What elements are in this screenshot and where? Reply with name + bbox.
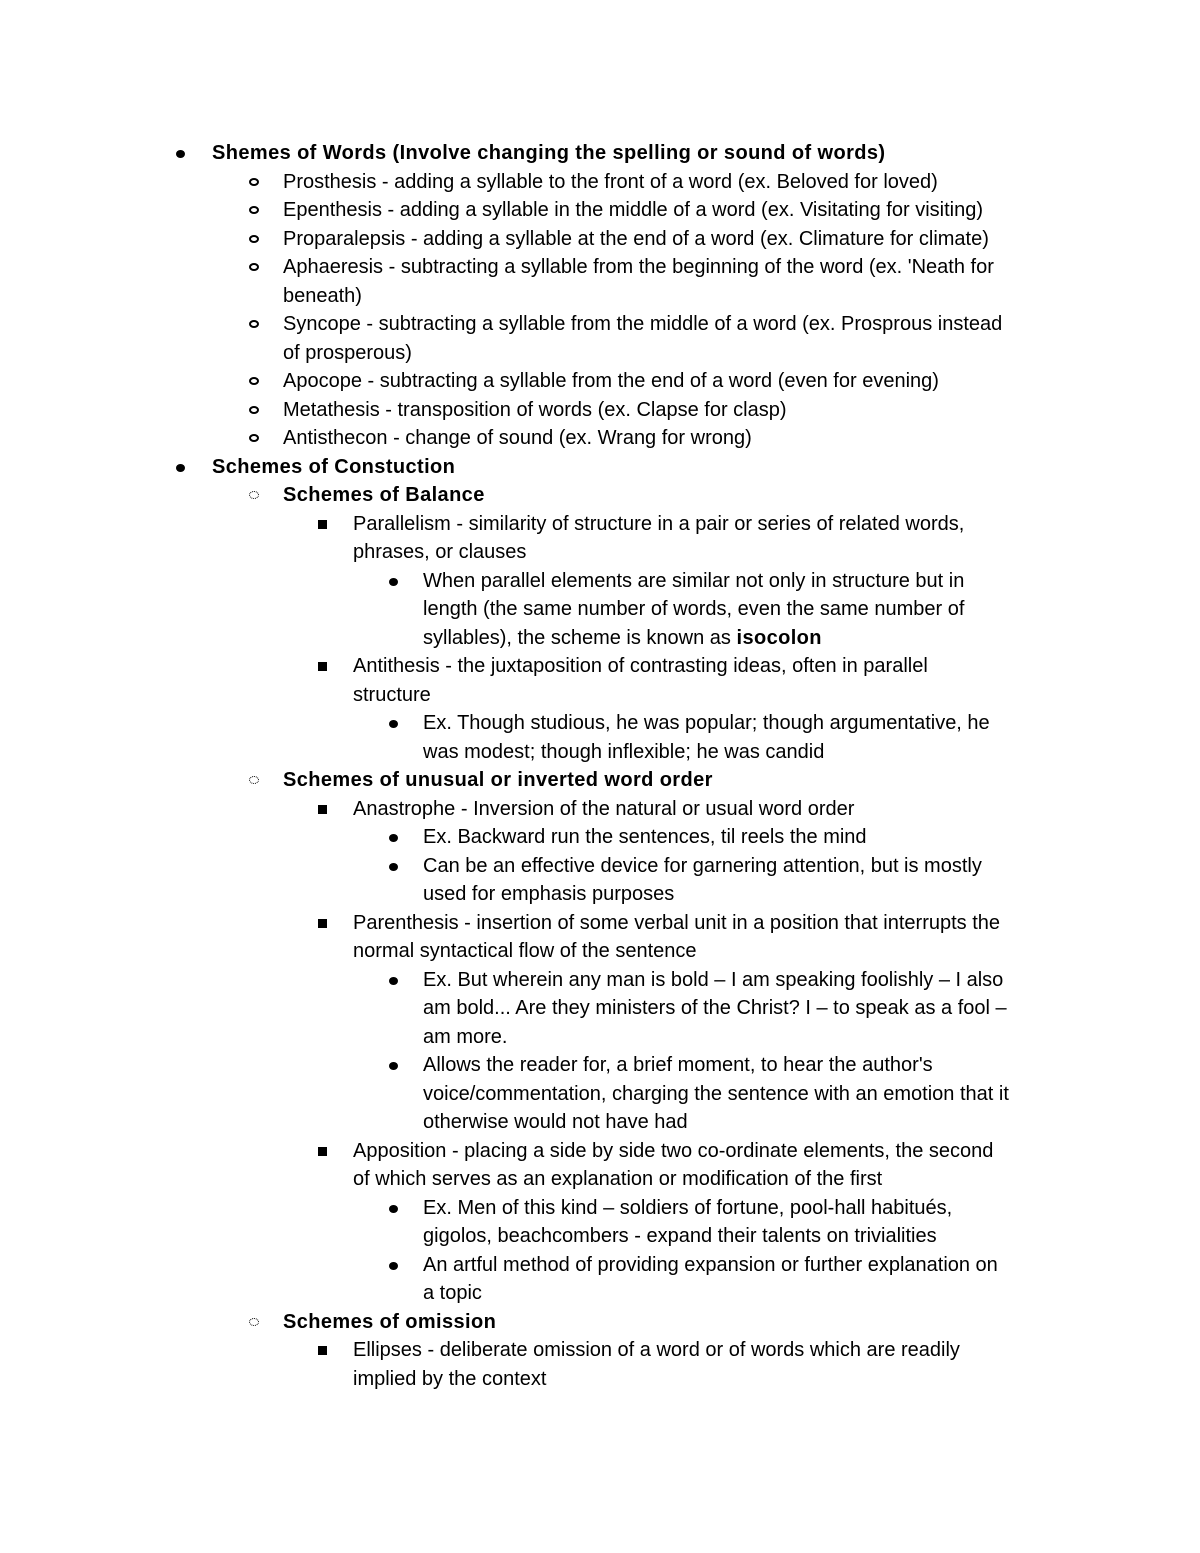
item-isocolon-cont: length (the same number of words, even the same number of	[423, 598, 965, 620]
bullet-disc-icon	[389, 834, 398, 842]
bullet-circle-icon	[249, 235, 259, 243]
item-isocolon: When parallel elements are similar not only in structure but in	[423, 569, 965, 592]
list-item	[0, 196, 1200, 225]
bullet-circle-icon	[249, 263, 259, 271]
bullet-square-icon	[318, 520, 327, 529]
item-parenthesis-note: Allows the reader for, a brief moment, to hear the author's	[423, 1054, 933, 1076]
item-parenthesis-note-cont: voice/commentation, charging the sentence with an emotion that it	[423, 1082, 1009, 1105]
list-item-continuation	[0, 1365, 1200, 1394]
bullet-disc-icon	[176, 464, 185, 472]
list-item-continuation	[0, 624, 1200, 653]
list-item	[0, 453, 1200, 482]
bullet-circle-icon	[249, 434, 259, 442]
list-item-continuation	[0, 1222, 1200, 1251]
list-item	[0, 1308, 1200, 1337]
list-item-continuation	[0, 937, 1200, 966]
list-item	[0, 766, 1200, 795]
item-parallelism: Parallelism - similarity of structure in a pair or series of related words,	[353, 512, 965, 535]
bullet-disc-icon	[389, 1062, 398, 1070]
list-item	[0, 424, 1200, 453]
document-page	[0, 139, 1200, 1393]
list-item	[0, 253, 1200, 282]
item-parallelism-cont: phrases, or clauses	[353, 541, 527, 563]
section-heading-schemes-of-words: Shemes of Words (Involve changing the spelling or sound of words)	[212, 142, 886, 164]
item-syncope-cont: of prosperous)	[283, 341, 412, 364]
item-prosthesis: Prosthesis - adding a syllable to the front of a word (ex. Beloved for loved)	[283, 170, 938, 193]
list-item	[0, 367, 1200, 396]
list-item	[0, 225, 1200, 254]
list-item	[0, 652, 1200, 681]
subheading-schemes-of-word-order: Schemes of unusual or inverted word order	[283, 769, 713, 791]
bullet-dotted-circle-icon	[249, 776, 259, 784]
isocolon-term: isocolon	[736, 626, 822, 649]
item-parenthesis-example: Ex. But wherein any man is bold – I am speaking foolishly – I also	[423, 968, 1004, 991]
item-parenthesis-example-cont: am more.	[423, 1025, 508, 1048]
item-anastrophe-note-cont: used for emphasis purposes	[423, 883, 675, 905]
item-proparalepsis: Proparalepsis - adding a syllable at the end of a word (ex. Climature for climate)	[283, 227, 989, 250]
list-item-continuation	[0, 1279, 1200, 1308]
item-ellipses-cont: implied by the context	[353, 1367, 547, 1390]
list-item	[0, 709, 1200, 738]
subheading-schemes-of-balance: Schemes of Balance	[283, 484, 485, 506]
item-antisthecon: Antisthecon - change of sound (ex. Wrang for wrong)	[283, 427, 752, 449]
list-item-continuation	[0, 681, 1200, 710]
list-item	[0, 1137, 1200, 1166]
list-item	[0, 1336, 1200, 1365]
bullet-circle-icon	[249, 377, 259, 385]
list-item-continuation	[0, 339, 1200, 368]
isocolon-text: syllables), the scheme is known as	[423, 626, 731, 649]
bullet-square-icon	[318, 805, 327, 814]
item-antithesis-example-cont: was modest; though inflexible; he was candid	[423, 740, 825, 763]
bullet-square-icon	[318, 919, 327, 928]
item-metathesis: Metathesis - transposition of words (ex. Clapse for clasp)	[283, 398, 787, 421]
section-heading-schemes-of-construction: Schemes of Constuction	[212, 455, 456, 478]
item-aphaeresis: Aphaeresis - subtracting a syllable from the beginning of the word (ex. 'Neath for	[283, 256, 994, 278]
list-item-continuation	[0, 994, 1200, 1023]
list-item	[0, 139, 1200, 168]
item-aphaeresis-cont: beneath)	[283, 284, 362, 307]
bullet-disc-icon	[389, 863, 398, 871]
list-item-continuation	[0, 1023, 1200, 1052]
list-item	[0, 966, 1200, 995]
item-parenthesis-note-cont: otherwise would not have had	[423, 1111, 688, 1133]
item-apposition: Apposition - placing a side by side two co-ordinate elements, the second	[353, 1139, 994, 1162]
list-item-continuation	[0, 1165, 1200, 1194]
list-item	[0, 909, 1200, 938]
list-item-continuation	[0, 595, 1200, 624]
list-item-continuation	[0, 282, 1200, 311]
list-item	[0, 567, 1200, 596]
item-parenthesis-cont: normal syntactical flow of the sentence	[353, 940, 697, 962]
item-syncope: Syncope - subtracting a syllable from the middle of a word (ex. Prosprous instead	[283, 313, 1003, 335]
list-item	[0, 823, 1200, 852]
list-item	[0, 795, 1200, 824]
bullet-disc-icon	[389, 720, 398, 728]
item-antithesis: Antithesis - the juxtaposition of contrasting ideas, often in parallel	[353, 655, 928, 677]
bullet-dotted-circle-icon	[249, 1318, 259, 1326]
item-apposition-cont: of which serves as an explanation or modification of the first	[353, 1168, 883, 1190]
bullet-disc-icon	[389, 578, 398, 586]
bullet-disc-icon	[389, 1205, 398, 1213]
list-item	[0, 852, 1200, 881]
bullet-disc-icon	[389, 977, 398, 985]
item-apposition-example-cont: gigolos, beachcombers - expand their talents on trivialities	[423, 1225, 937, 1247]
list-item-continuation	[0, 538, 1200, 567]
list-item	[0, 1251, 1200, 1280]
bullet-disc-icon	[389, 1262, 398, 1270]
bullet-circle-icon	[249, 320, 259, 328]
list-item-continuation	[0, 1108, 1200, 1137]
bullet-square-icon	[318, 1346, 327, 1355]
item-apposition-note: An artful method of providing expansion or further explanation on	[423, 1253, 998, 1276]
list-item-continuation	[0, 1080, 1200, 1109]
bullet-square-icon	[318, 1147, 327, 1156]
item-antithesis-cont: structure	[353, 683, 431, 706]
list-item-continuation	[0, 880, 1200, 909]
list-item	[0, 168, 1200, 197]
list-item-continuation	[0, 738, 1200, 767]
list-item	[0, 481, 1200, 510]
bullet-dotted-circle-icon	[249, 491, 259, 499]
subheading-schemes-of-omission: Schemes of omission	[283, 1310, 497, 1333]
bullet-circle-icon	[249, 406, 259, 414]
item-anastrophe-example: Ex. Backward run the sentences, til reels the mind	[423, 826, 867, 848]
item-parenthesis-example-cont: am bold... Are they ministers of the Christ? I – to speak as a fool –	[423, 997, 1007, 1019]
list-item	[0, 310, 1200, 339]
item-anastrophe-note: Can be an effective device for garnering attention, but is mostly	[423, 854, 982, 877]
item-apocope: Apocope - subtracting a syllable from the end of a word (even for evening)	[283, 370, 939, 392]
list-item	[0, 1194, 1200, 1223]
bullet-square-icon	[318, 662, 327, 671]
item-isocolon-cont	[423, 624, 822, 653]
list-item	[0, 510, 1200, 539]
bullet-circle-icon	[249, 178, 259, 186]
item-antithesis-example: Ex. Though studious, he was popular; though argumentative, he	[423, 712, 990, 734]
item-anastrophe: Anastrophe - Inversion of the natural or usual word order	[353, 797, 855, 820]
bullet-disc-icon	[176, 150, 185, 158]
bullet-circle-icon	[249, 206, 259, 214]
item-apposition-note-cont: a topic	[423, 1282, 482, 1304]
item-epenthesis: Epenthesis - adding a syllable in the middle of a word (ex. Visitating for visiting)	[283, 199, 983, 221]
item-apposition-example: Ex. Men of this kind – soldiers of fortune, pool-hall habitués,	[423, 1196, 953, 1219]
item-ellipses: Ellipses - deliberate omission of a word or of words which are readily	[353, 1339, 960, 1361]
list-item	[0, 396, 1200, 425]
list-item	[0, 1051, 1200, 1080]
item-parenthesis: Parenthesis - insertion of some verbal unit in a position that interrupts the	[353, 911, 1001, 934]
